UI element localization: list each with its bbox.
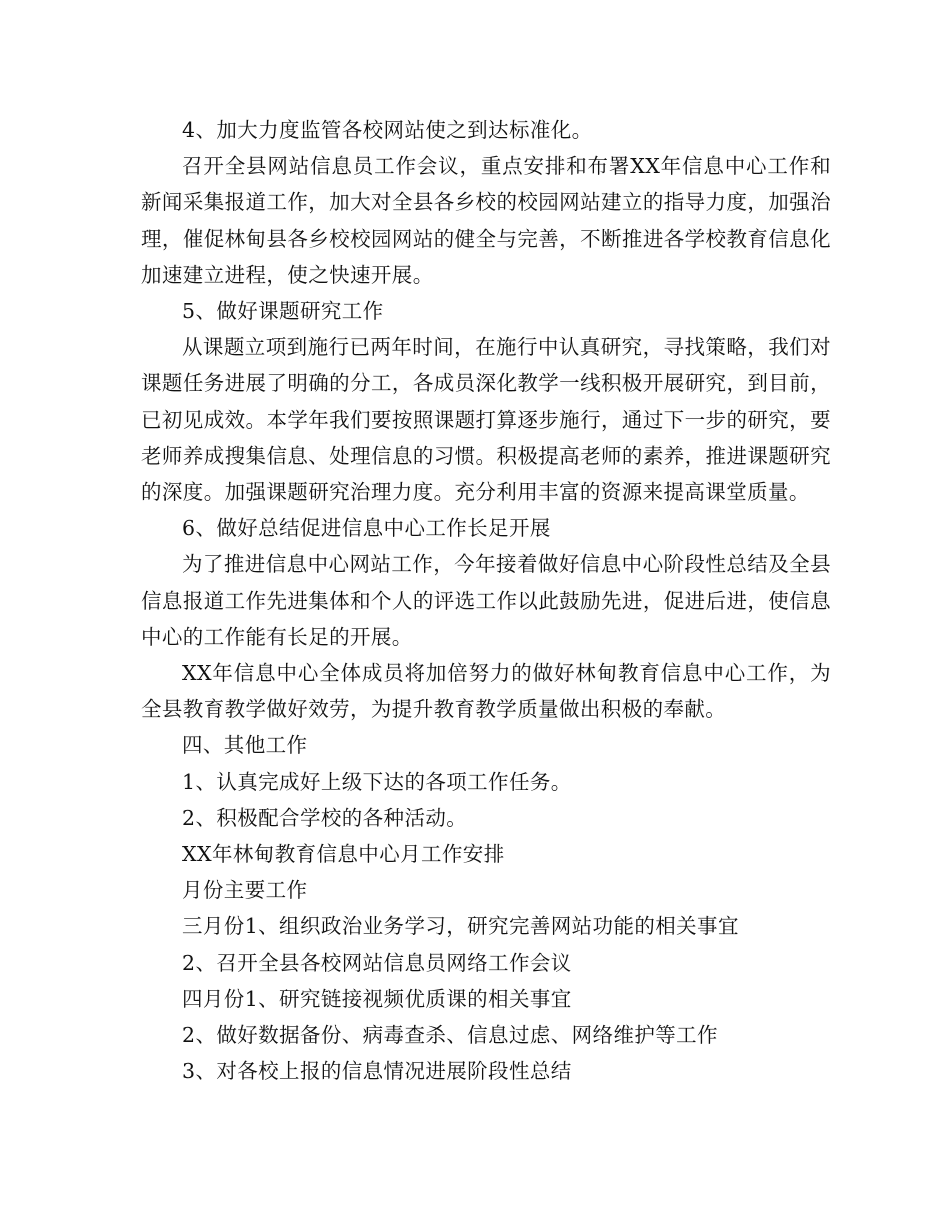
paragraph-summary: 为了推进信息中心网站工作，今年接着做好信息中心阶段性总结及全县信息报道工作先进集体和个人的评选工作以此鼓励先进，促进后进，使信息中心的工作能有长足的开展。 <box>141 552 831 649</box>
schedule-row: 3、对各校上报的信息情况进展阶段性总结 <box>182 1059 572 1084</box>
schedule-row: 2、召开全县各校网站信息员网络工作会议 <box>182 950 572 975</box>
section-heading-other-work: 四、其他工作 <box>182 733 308 758</box>
schedule-header: 月份主要工作 <box>182 878 308 903</box>
list-item: 1、认真完成好上级下达的各项工作任务。 <box>182 769 572 794</box>
document-page <box>141 112 831 1089</box>
paragraph-item-5: 5、做好课题研究工作 <box>182 299 384 324</box>
schedule-row: 三月份1、组织政治业务学习，研究完善网站功能的相关事宜 <box>182 914 739 939</box>
paragraph-item-4: 4、加大力度监管各校网站使之到达标准化。 <box>182 118 593 142</box>
paragraph-website-meeting: 召开全县网站信息员工作会议，重点安排和布署XX年信息中心工作和新闻采集报道工作，加大对全县各乡校的校园网站建立的指导力度，加强治理，催促林甸县各乡校校园网站的健全与完善，不断推进各学校教育信息化加速建立进程，使之快速开展。 <box>141 154 831 287</box>
list-item: 2、积极配合学校的各种活动。 <box>182 805 468 830</box>
schedule-title: XX年林甸教育信息中心月工作安排 <box>182 842 505 867</box>
paragraph-item-6: 6、做好总结促进信息中心工作长足开展 <box>182 516 551 541</box>
schedule-row: 四月份1、研究链接视频优质课的相关事宜 <box>182 986 572 1011</box>
paragraph-commitment: XX年信息中心全体成员将加倍努力的做好林甸教育信息中心工作，为全县教育教学做好效劳，为提升教育教学质量做出积极的奉献。 <box>141 661 831 722</box>
paragraph-research: 从课题立项到施行已两年时间，在施行中认真研究，寻找策略，我们对课题任务进展了明确的分工，各成员深化教学一线积极开展研究，到目前，已初见成效。本学年我们要按照课题打算逐步施行，通过下一步的研究，要老师养成搜集信息、处理信息的习惯。积极提高老师的素养，推进课题研究的深度。加强课题研究治理力度。充分利用丰富的资源来提高课堂质量。 <box>141 335 831 505</box>
schedule-row: 2、做好数据备份、病毒查杀、信息过虑、网络维护等工作 <box>182 1023 718 1048</box>
